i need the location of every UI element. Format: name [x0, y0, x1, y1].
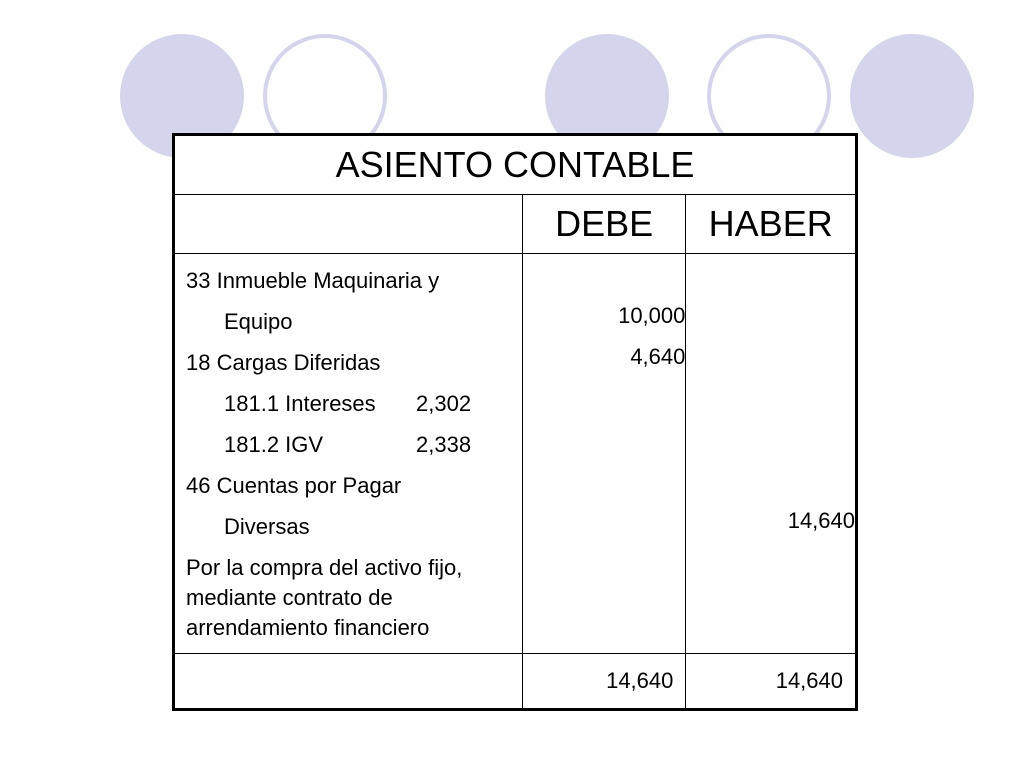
entry-row: [174, 254, 857, 654]
subaccount-label: 181.1 Intereses: [224, 391, 376, 416]
description-cell: [174, 254, 523, 654]
haber-amount: 14,640: [787, 508, 855, 533]
debe-empty: [523, 254, 685, 295]
table-title: ASIENTO CONTABLE: [174, 135, 857, 195]
account-line: Equipo: [224, 309, 293, 334]
haber-empty: [686, 295, 855, 336]
account-line: 33 Inmueble Maquinaria y: [186, 268, 440, 293]
subaccount-line: [186, 383, 514, 424]
account-line: Diversas: [224, 514, 310, 539]
haber-empty: [686, 459, 855, 500]
header-row: [174, 195, 857, 254]
total-debe: 14,640: [522, 654, 685, 710]
account-line: 18 Cargas Diferidas: [186, 350, 381, 375]
entry-memo: Por la compra del activo fijo, mediante contrato de arrendamiento financiero: [186, 555, 463, 640]
journal-entry-table: [172, 133, 858, 711]
haber-empty: [686, 418, 855, 459]
totals-blank-cell: [174, 654, 523, 710]
debe-cell: [522, 254, 685, 654]
header-debe: DEBE: [522, 195, 685, 254]
haber-empty: [686, 254, 855, 295]
total-haber: 14,640: [686, 654, 857, 710]
subaccount-label: 181.2 IGV: [224, 432, 324, 457]
haber-empty: [686, 336, 855, 377]
debe-amount: 4,640: [630, 344, 686, 369]
haber-empty: [686, 377, 855, 418]
debe-amount: 10,000: [618, 303, 686, 328]
header-blank-cell: [174, 195, 523, 254]
haber-cell: [686, 254, 857, 654]
subaccount-amount: 2,302: [416, 391, 472, 416]
account-line: 46 Cuentas por Pagar: [186, 473, 402, 498]
title-row: [174, 135, 857, 195]
totals-row: [174, 654, 857, 710]
decorative-circle-filled: [850, 34, 974, 158]
subaccount-amount: 2,338: [416, 432, 472, 457]
header-haber: HABER: [686, 195, 857, 254]
subaccount-line: [186, 424, 514, 465]
